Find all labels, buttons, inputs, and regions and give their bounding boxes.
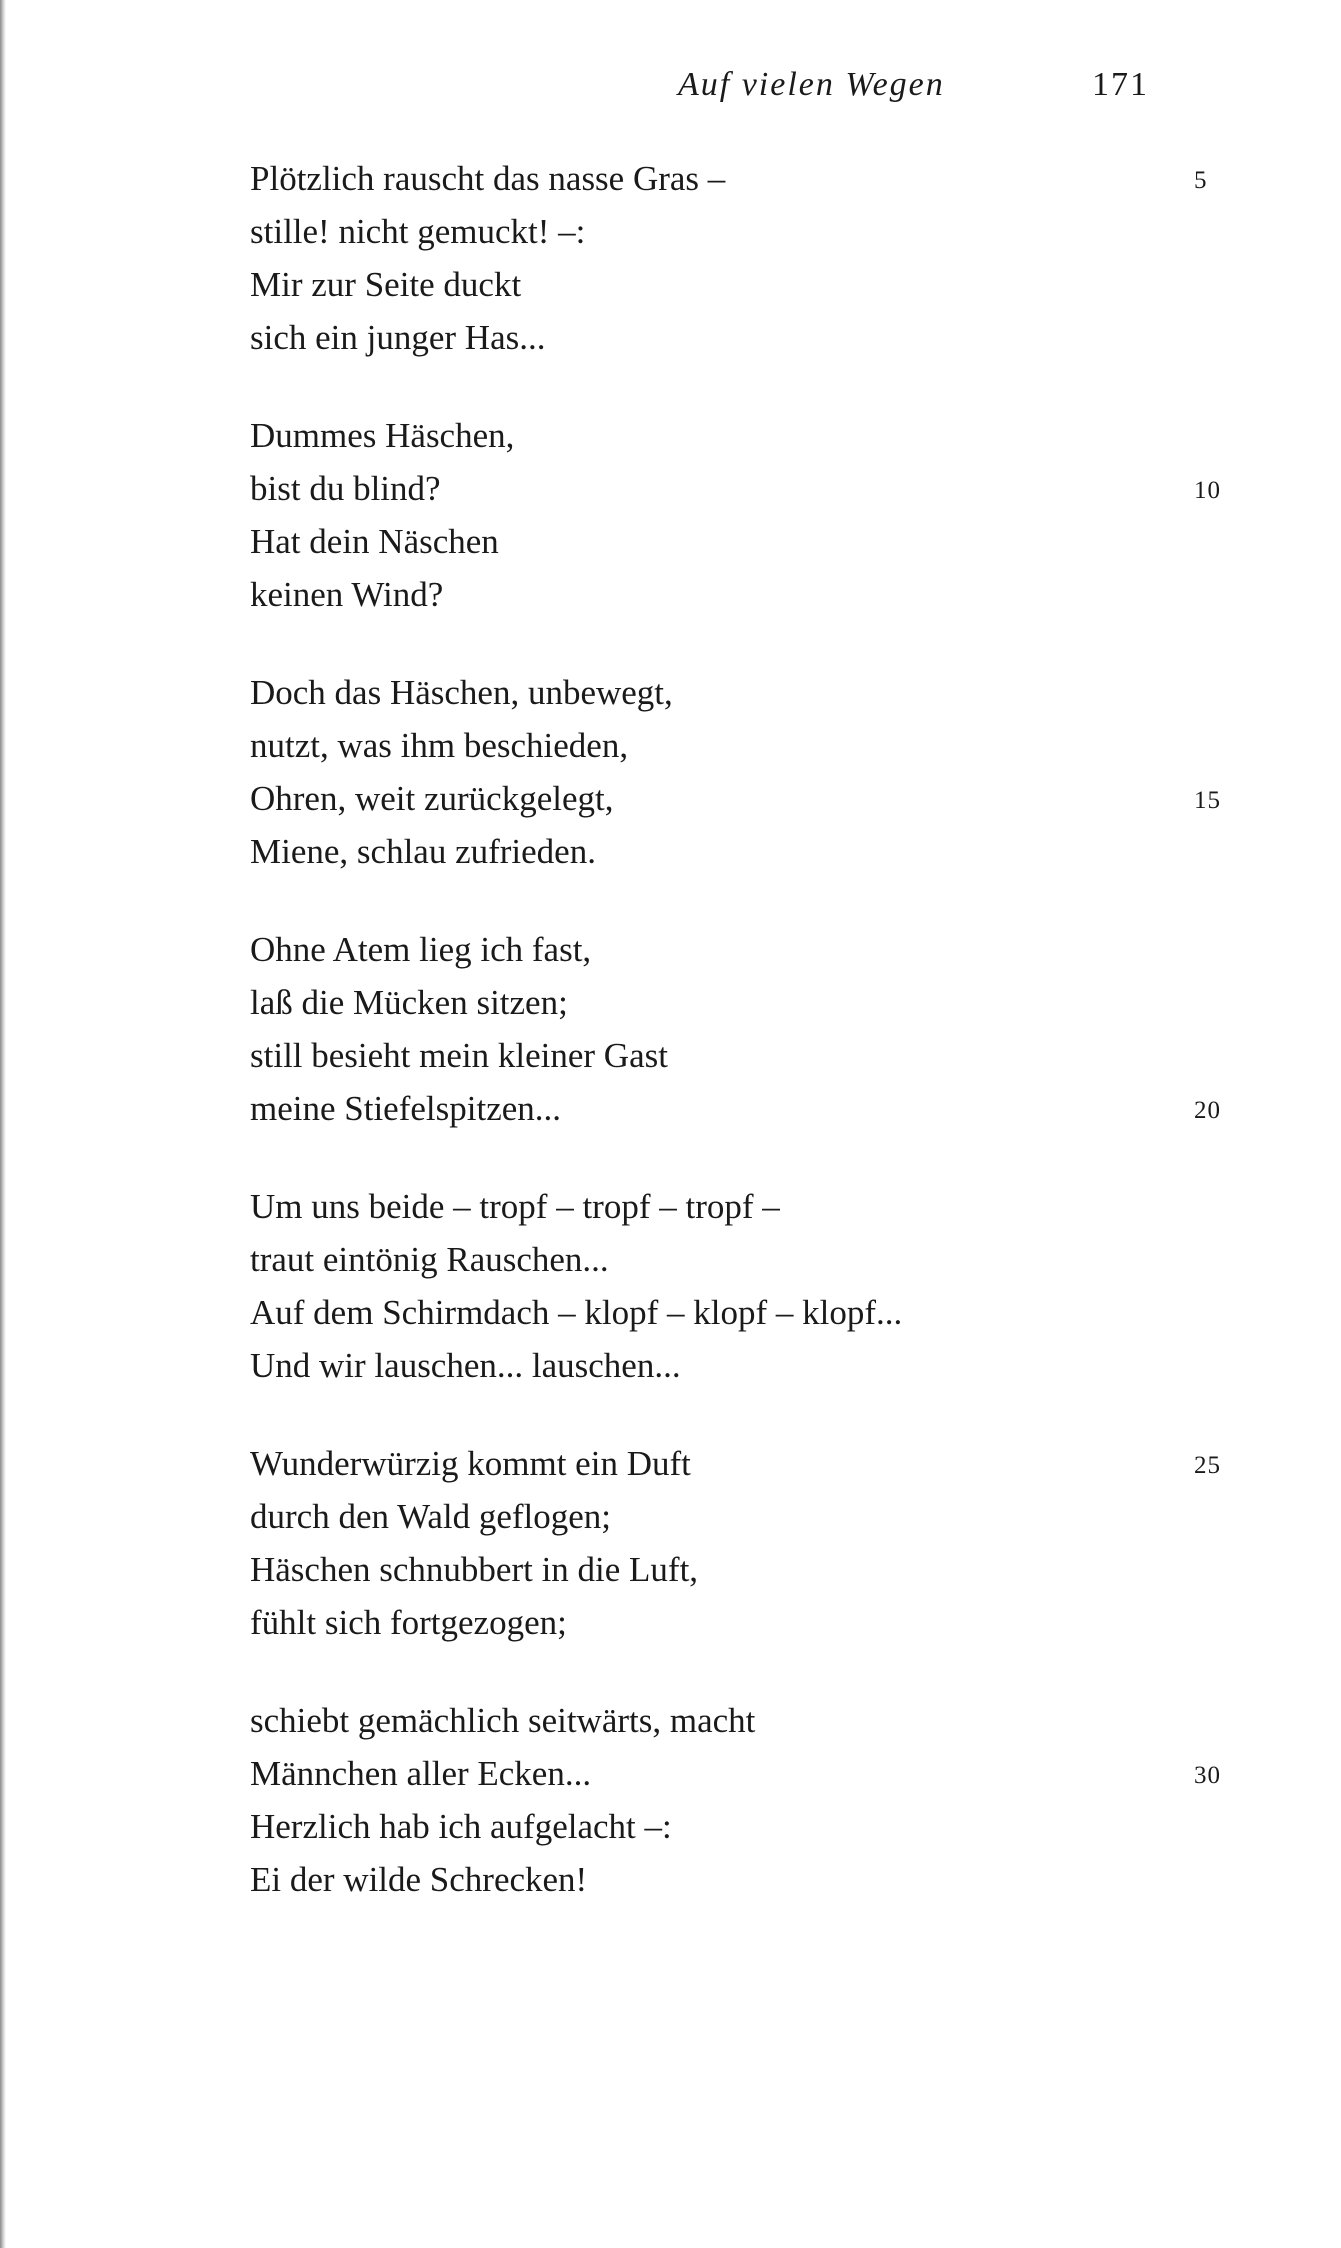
poem-line [250,666,1250,719]
poem-line-text: Und wir lauschen... lauschen... [250,1346,681,1385]
poem-line [250,1286,1250,1339]
poem-line-text: Ohren, weit zurückgelegt, [250,779,614,818]
poem-line [250,462,1250,515]
poem-line [250,1853,1250,1906]
poem-line-text: Männchen aller Ecken... [250,1754,592,1793]
poem-line [250,409,1250,462]
poem-line [250,825,1250,878]
poem-line [250,1180,1250,1233]
poem-line-text: Wunderwürzig kommt ein Duft [250,1444,691,1483]
stanza [250,409,1250,621]
poem-line-text: Herzlich hab ich aufgelacht –: [250,1807,672,1846]
line-number: 20 [1194,1097,1221,1124]
poem-line-text: still besieht mein kleiner Gast [250,1036,668,1075]
stanza [250,666,1250,878]
poem-line-text: Dummes Häschen, [250,416,515,455]
line-number: 30 [1194,1762,1221,1789]
poem-line-text: fühlt sich fortgezogen; [250,1603,567,1642]
poem-line [250,205,1250,258]
line-number: 25 [1194,1452,1221,1479]
poem-line [250,1339,1250,1392]
poem-line [250,1747,1250,1800]
poem-line-text: Mir zur Seite duckt [250,265,522,304]
poem-line [250,515,1250,568]
line-number: 15 [1194,787,1221,814]
poem-line-text: meine Stiefelspitzen... [250,1089,562,1128]
poem-line [250,568,1250,621]
poem-line-text: Ohne Atem lieg ich fast, [250,930,592,969]
poem-line [250,923,1250,976]
poem-line-text: keinen Wind? [250,575,444,614]
poem-line [250,1800,1250,1853]
poem-line [250,1029,1250,1082]
stanza [250,1180,1250,1392]
poem-line-text: Doch das Häschen, unbewegt, [250,673,673,712]
running-title: Auf vielen Wegen [678,66,945,103]
poem-line-text: Plötzlich rauscht das nasse Gras – [250,159,726,198]
poem-line [250,719,1250,772]
page-number: 171 [1092,66,1149,103]
poem-line [250,1437,1250,1490]
poem-line-text: laß die Mücken sitzen; [250,983,568,1022]
stanza [250,1437,1250,1649]
poem-line-text: Miene, schlau zufrieden. [250,832,596,871]
poem-line [250,311,1250,364]
line-number: 5 [1194,167,1208,194]
poem-line-text: Um uns beide – tropf – tropf – tropf – [250,1187,780,1226]
poem-line [250,976,1250,1029]
stanza [250,1694,1250,1906]
poem-line [250,772,1250,825]
poem-line [250,1233,1250,1286]
page-header [0,66,1341,116]
poem-line [250,1490,1250,1543]
stanza [250,923,1250,1135]
poem-line [250,1082,1250,1135]
poem-line-text: durch den Wald geflogen; [250,1497,612,1536]
poem-line [250,1596,1250,1649]
poem-line-text: nutzt, was ihm beschieden, [250,726,629,765]
poem-line [250,1694,1250,1747]
poem-line-text: Häschen schnubbert in die Luft, [250,1550,699,1589]
poem-line-text: stille! nicht gemuckt! –: [250,212,586,251]
poem-line-text: traut eintönig Rauschen... [250,1240,609,1279]
stanza [250,152,1250,364]
poem-line-text: Ei der wilde Schrecken! [250,1860,588,1899]
line-number: 10 [1194,477,1221,504]
poem-line [250,258,1250,311]
poem-line-text: bist du blind? [250,469,441,508]
poem-line [250,1543,1250,1596]
poem-line [250,152,1250,205]
poem-body [250,152,1250,1951]
poem-line-text: sich ein junger Has... [250,318,546,357]
poem-line-text: Hat dein Näschen [250,522,499,561]
poem-line-text: Auf dem Schirmdach – klopf – klopf – klopf... [250,1293,903,1332]
page-gutter-edge [0,0,6,2248]
poem-line-text: schiebt gemächlich seitwärts, macht [250,1701,756,1740]
